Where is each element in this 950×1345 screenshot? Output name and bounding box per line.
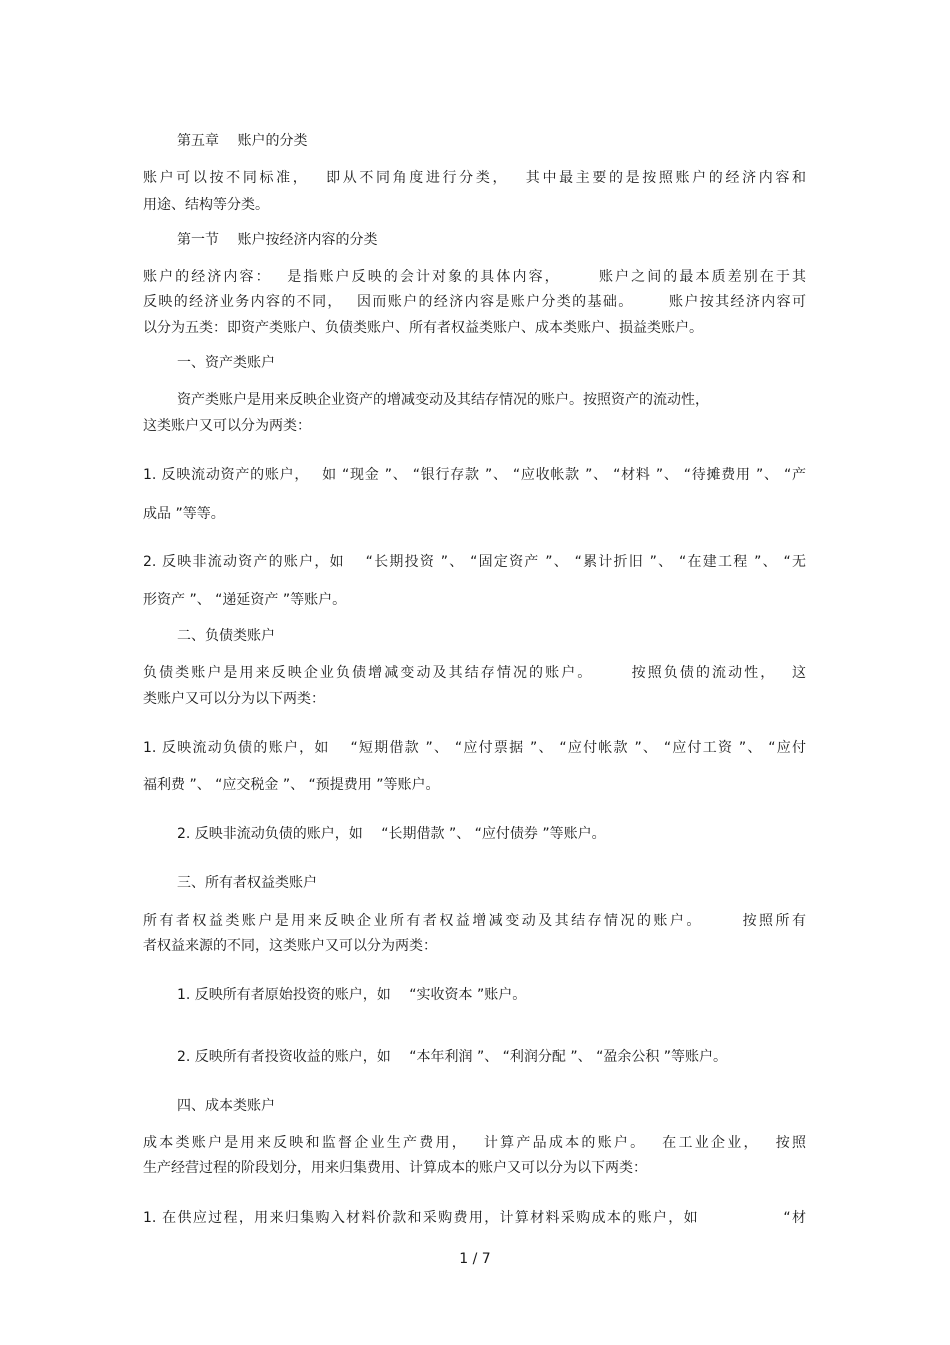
- paragraph-line: 反映的经济业务内容的不同， 因而账户的经济内容是账户分类的基础。 账户按其经济内容可: [143, 294, 806, 310]
- paragraph-line: 所有者权益类账户是用来反映企业所有者权益增减变动及其结存情况的账户。 按照所有: [143, 913, 806, 929]
- subsection-heading: 一、资产类账户: [177, 355, 275, 371]
- subsection-heading: 二、负债类账户: [177, 628, 275, 644]
- list-item-line: 2. 反映非流动资产的账户，如 “长期投资 ”、 “固定资产 ”、 “累计折旧 ”、 “在建工程 ”、 “无: [143, 554, 806, 570]
- list-item-line: 1. 反映所有者原始投资的账户，如 “实收资本 ”账户。: [177, 987, 527, 1003]
- section-title: 第一节 账户按经济内容的分类: [177, 232, 378, 248]
- subsection-heading: 三、所有者权益类账户: [177, 875, 317, 891]
- list-item-line: 1. 反映流动负债的账户，如 “短期借款 ”、 “应付票据 ”、 “应付帐款 ”、 “应付工资 ”、 “应付: [143, 740, 806, 756]
- list-item-line: 形资产 ”、 “递延资产 ”等账户。: [143, 592, 347, 608]
- list-item-line: 1. 反映流动资产的账户， 如 “现金 ”、 “银行存款 ”、 “应收帐款 ”、 “材料 ”、 “待摊费用 ”、 “产: [143, 467, 806, 483]
- paragraph-line: 这类账户又可以分为两类：: [143, 418, 311, 434]
- paragraph-line: 用途、结构等分类。: [143, 197, 269, 213]
- paragraph-line: 以分为五类：即资产类账户、负债类账户、所有者权益类账户、成本类账户、损益类账户。: [143, 320, 703, 336]
- paragraph-line: 成本类账户是用来反映和监督企业生产费用， 计算产品成本的账户。 在工业企业， 按照: [143, 1135, 806, 1151]
- paragraph-line: 生产经营过程的阶段划分，用来归集费用、计算成本的账户又可以分为以下两类：: [143, 1160, 647, 1176]
- paragraph-line: 资产类账户是用来反映企业资产的增减变动及其结存情况的账户。按照资产的流动性，: [177, 392, 709, 408]
- subsection-heading: 四、成本类账户: [177, 1098, 275, 1114]
- list-item-line: 福利费 ”、 “应交税金 ”、 “预提费用 ”等账户。: [143, 777, 440, 793]
- paragraph-line: 者权益来源的不同，这类账户又可以分为两类：: [143, 938, 437, 954]
- paragraph-line: 账户可以按不同标准， 即从不同角度进行分类， 其中最主要的是按照账户的经济内容和: [143, 170, 806, 186]
- paragraph-line: 账户的经济内容： 是指账户反映的会计对象的具体内容， 账户之间的最本质差别在于其: [143, 269, 806, 285]
- list-item-line: 成品 ”等等。: [143, 506, 225, 522]
- paragraph-line: 负债类账户是用来反映企业负债增减变动及其结存情况的账户。 按照负债的流动性， 这: [143, 665, 806, 681]
- chapter-title: 第五章 账户的分类: [177, 133, 308, 149]
- list-item-line: 1. 在供应过程，用来归集购入材料价款和采购费用，计算材料采购成本的账户，如 “材: [143, 1210, 806, 1226]
- paragraph-line: 类账户又可以分为以下两类：: [143, 691, 325, 707]
- list-item-line: 2. 反映非流动负债的账户，如 “长期借款 ”、 “应付债券 ”等账户。: [177, 826, 606, 842]
- page-number: 1 / 7: [459, 1251, 491, 1267]
- list-item-line: 2. 反映所有者投资收益的账户，如 “本年利润 ”、 “利润分配 ”、 “盈余公积 ”等账户。: [177, 1049, 728, 1065]
